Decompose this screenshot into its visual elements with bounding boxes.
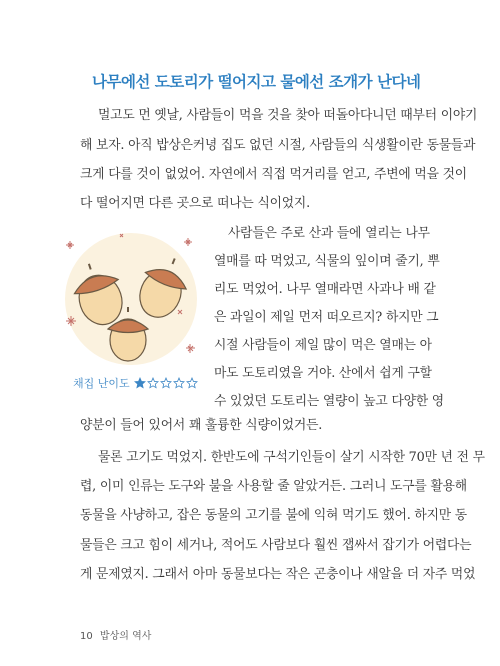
text-line: 해 보자. 아직 밥상은커녕 집도 없던 시절, 사람들의 식생활이란 동물들과: [80, 138, 476, 153]
section-heading: 나무에선 도토리가 떨어지고 물에선 조개가 난다네: [92, 73, 421, 91]
text-line: 리도 먹었어. 나무 열매라면 사과나 배 같: [214, 282, 436, 297]
star-empty-icon: [173, 377, 185, 389]
star-empty-icon: [147, 377, 159, 389]
star-empty-icon: [160, 377, 172, 389]
difficulty-rating: [73, 375, 198, 391]
text-line: 사람들은 주로 산과 들에 열리는 나무: [228, 226, 430, 241]
text-line: 크게 다를 것이 없었어. 자연에서 직접 먹거리를 얻고, 주변에 먹을 것이: [80, 167, 467, 182]
text-line: 은 과일이 제일 먼저 떠오르지? 하지만 그: [214, 310, 439, 325]
page-number: 10: [80, 631, 93, 642]
text-line: 양분이 들어 있어서 꽤 훌륭한 식량이었거든.: [80, 418, 323, 433]
star-empty-icon: [186, 377, 198, 389]
text-line: 게 문제였지. 그래서 아마 동물보다는 작은 곤충이나 새알을 더 자주 먹었: [80, 567, 476, 582]
acorn-illustration: [60, 228, 202, 370]
star-filled-icon: [134, 377, 146, 389]
star-rating: [134, 377, 198, 389]
page-footer: [80, 627, 151, 642]
text-line: 수 있었던 도토리는 열량이 높고 다양한 영: [214, 394, 444, 409]
book-title: 밥상의 역사: [99, 631, 152, 642]
text-line: 열매를 따 먹었고, 식물의 잎이며 줄기, 뿌: [214, 254, 440, 269]
text-line: 렵, 이미 인류는 도구와 불을 사용할 줄 알았거든. 그러니 도구를 활용해: [80, 479, 467, 494]
text-line: 동물을 사냥하고, 잡은 동물의 고기를 불에 익혀 먹기도 했어. 하지만 동: [80, 508, 467, 523]
text-line: 마도 도토리였을 거야. 산에서 쉽게 구할: [214, 366, 432, 381]
text-line: 물론 고기도 먹었지. 한반도에 구석기인들이 살기 시작한 70만 년 전 무: [98, 450, 485, 465]
difficulty-label: 채집 난이도: [73, 377, 130, 390]
text-line: 다 떨어지면 다른 곳으로 떠나는 식이었지.: [80, 196, 310, 211]
text-line: 물들은 크고 힘이 세거나, 적어도 사람보다 훨씬 잽싸서 잡기가 어렵다는: [80, 538, 472, 553]
text-line: 멀고도 먼 옛날, 사람들이 먹을 것을 찾아 떠돌아다니던 때부터 이야기: [98, 108, 478, 123]
text-line: 시절 사람들이 제일 많이 먹은 열매는 아: [214, 338, 432, 353]
